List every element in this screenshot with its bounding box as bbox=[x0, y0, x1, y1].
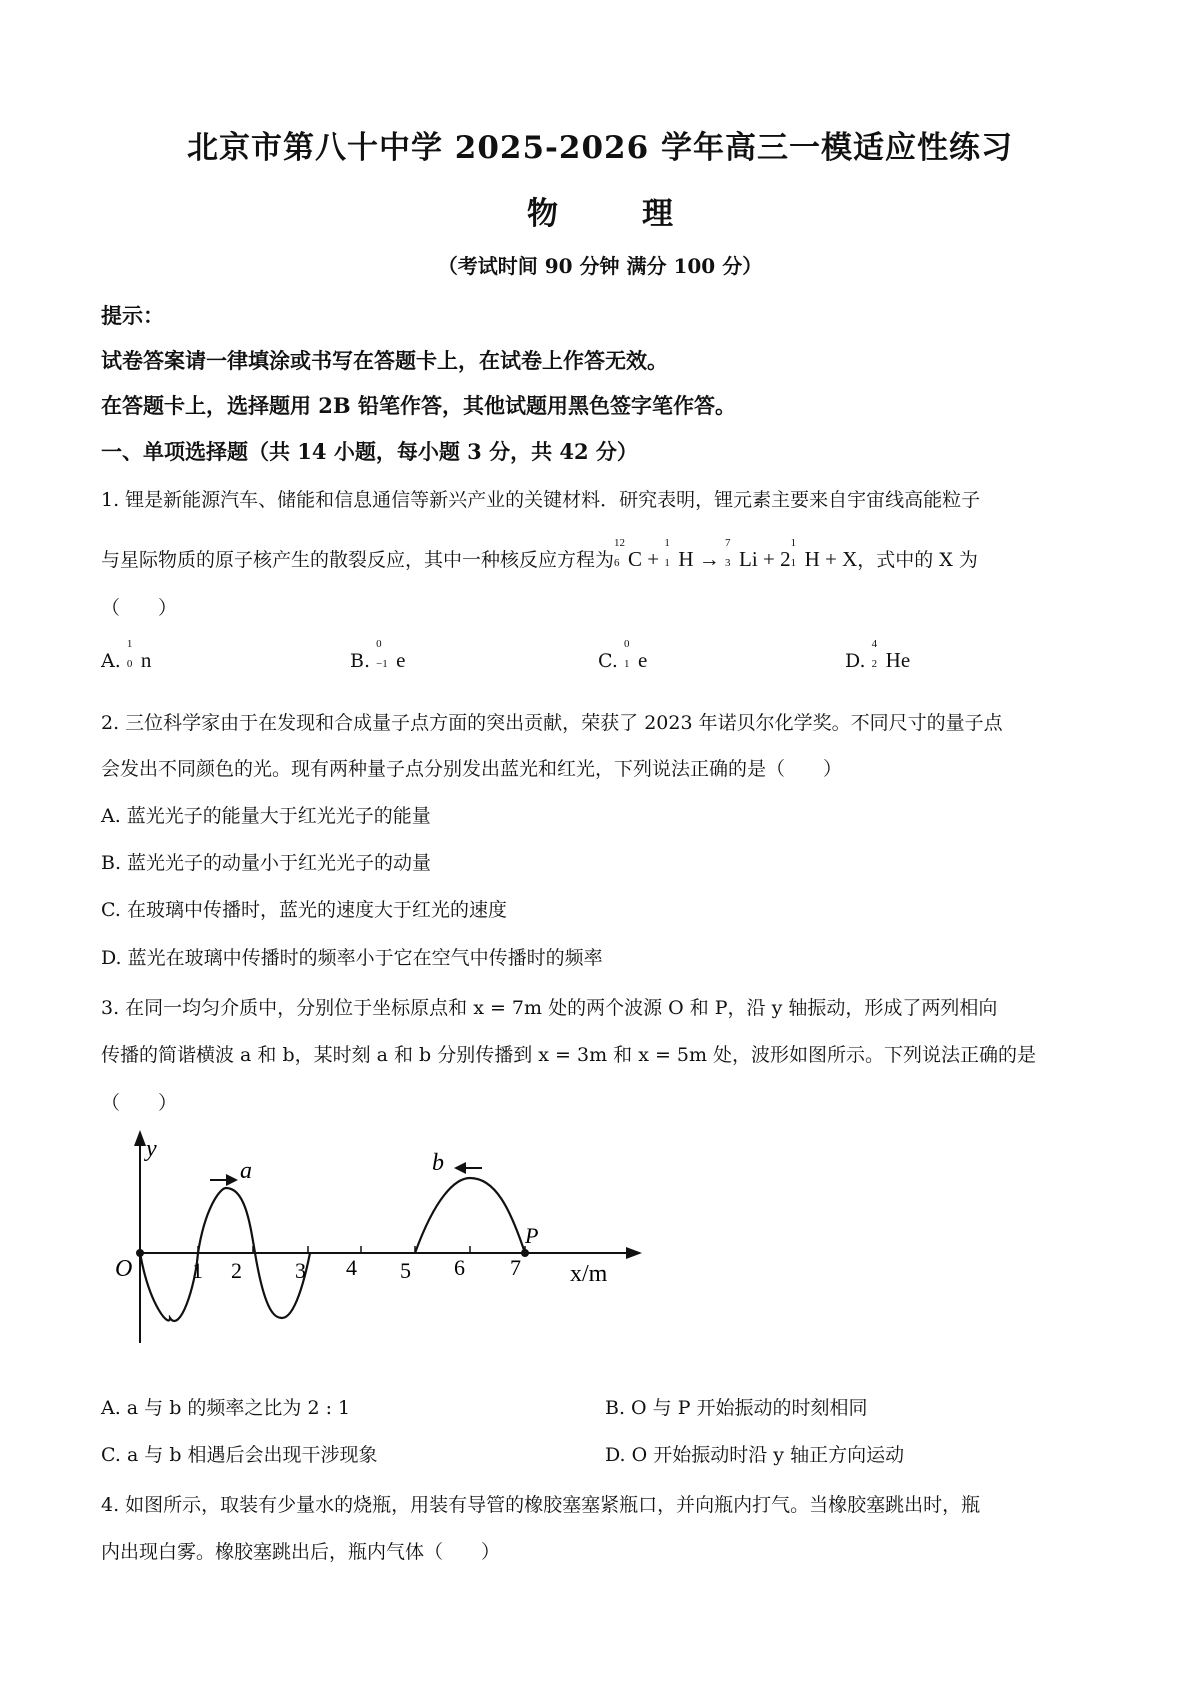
q4-line-2: 内出现白雾。橡胶塞跳出后，瓶内气体（ ） bbox=[101, 1541, 501, 1563]
q3-option-a[interactable]: A. a 与 b 的频率之比为 2 : 1 bbox=[101, 1397, 351, 1419]
tick-label: 7 bbox=[510, 1255, 521, 1280]
wave-b bbox=[415, 1178, 525, 1253]
q2-line-2: 会发出不同颜色的光。现有两种量子点分别发出蓝光和红光，下列说法正确的是（ ） bbox=[101, 758, 843, 780]
q1-line-2-tail: ，式中的 X 为 bbox=[857, 549, 978, 571]
notice-line-1: 试卷答案请一律填涂或书写在答题卡上，在试卷上作答无效。 bbox=[101, 348, 668, 373]
left-arrow-icon bbox=[454, 1162, 466, 1174]
q3-line-1: 3. 在同一均匀介质中，分别位于坐标原点和 x = 7m 处的两个波源 O 和 P，沿 y 轴振动，形成了两列相向 bbox=[101, 997, 998, 1019]
q1-line-1: 1. 锂是新能源汽车、储能和信息通信等新兴产业的关键材料．研究表明，锂元素主要来自宇宙线高能粒子 bbox=[101, 489, 981, 511]
point-p-label: P bbox=[525, 1223, 539, 1248]
q2-line-1: 2. 三位科学家由于在发现和合成量子点方面的突出贡献，荣获了 2023 年诺贝尔化学奖。不同尺寸的量子点 bbox=[101, 712, 1003, 734]
q2-option-a[interactable]: A. 蓝光光子的能量大于红光光子的能量 bbox=[101, 805, 431, 827]
q3-bracket: （ ） bbox=[101, 1092, 178, 1114]
subject-title bbox=[0, 188, 1200, 233]
notice-heading: 提示： bbox=[101, 303, 164, 328]
right-arrow-icon bbox=[226, 1174, 238, 1186]
q3-option-d[interactable]: D. O 开始振动时沿 y 轴正方向运动 bbox=[605, 1444, 905, 1466]
q1-option-b[interactable]: B. 0 −1 e bbox=[350, 638, 406, 672]
tick-label: 2 bbox=[231, 1258, 242, 1283]
reaction-arrow: → bbox=[698, 547, 720, 571]
wave-a-label: a bbox=[240, 1158, 252, 1184]
tick-label: 4 bbox=[346, 1255, 357, 1280]
q2-option-d[interactable]: D. 蓝光在玻璃中传播时的频率小于它在空气中传播时的频率 bbox=[101, 947, 603, 969]
exam-title: 北京市第八十中学 2025-2026 学年高三一模适应性练习 bbox=[186, 130, 1013, 166]
q1-option-a[interactable]: A. 1 0 n bbox=[101, 638, 152, 672]
x-axis-label: x/m bbox=[570, 1261, 608, 1287]
origin-point bbox=[136, 1249, 144, 1257]
y-axis-label: y bbox=[146, 1136, 157, 1162]
point-p bbox=[521, 1249, 529, 1257]
q2-option-b[interactable]: B. 蓝光光子的动量小于红光光子的动量 bbox=[101, 852, 432, 874]
wave-a bbox=[140, 1188, 310, 1321]
section-heading: 一、单项选择题（共 14 小题，每小题 3 分，共 42 分） bbox=[101, 439, 638, 464]
carbon-nuclide: 12 6 C bbox=[614, 537, 643, 571]
tick-label: 5 bbox=[400, 1258, 411, 1283]
tick-label: 3 bbox=[295, 1258, 306, 1283]
hydrogen-nuclide-2: 1 1 H bbox=[790, 537, 820, 571]
lithium-nuclide: 7 3 Li bbox=[725, 537, 758, 571]
tick-label: 1 bbox=[192, 1258, 203, 1283]
notice-line-2: 在答题卡上，选择题用 2B 铅笔作答，其他试题用黑色签字笔作答。 bbox=[101, 393, 736, 418]
q1-line-2-text: 与星际物质的原子核产生的散裂反应，其中一种核反应方程为 bbox=[101, 549, 615, 571]
subject-char-2: 理 bbox=[642, 196, 673, 232]
hydrogen-nuclide: 1 1 H bbox=[664, 537, 694, 571]
exam-info: （考试时间 90 分钟 满分 100 分） bbox=[437, 254, 763, 278]
q1-line-2 bbox=[101, 537, 978, 572]
origin-label: O bbox=[115, 1256, 133, 1282]
q1-option-d[interactable]: D. 4 2 He bbox=[845, 638, 911, 672]
tick-label: 6 bbox=[454, 1255, 465, 1280]
wave-b-label: b bbox=[432, 1150, 444, 1176]
q1-bracket: （ ） bbox=[101, 597, 178, 619]
q3-option-c[interactable]: C. a 与 b 相遇后会出现干涉现象 bbox=[101, 1444, 378, 1466]
q3-option-b[interactable]: B. O 与 P 开始振动的时刻相同 bbox=[605, 1397, 868, 1419]
subject-char-1: 物 bbox=[527, 196, 558, 232]
x-axis-arrow-icon bbox=[626, 1247, 642, 1259]
y-axis-arrow-icon bbox=[134, 1130, 146, 1146]
nuclear-equation: 12 6 C + 1 1 H → 7 3 Li + 2 1 1 H + X bbox=[614, 537, 858, 571]
wave-figure bbox=[110, 1128, 670, 1358]
q4-line-1: 4. 如图所示，取装有少量水的烧瓶，用装有导管的橡胶塞塞紧瓶口，并向瓶内打气。当橡胶塞跳出时，瓶 bbox=[101, 1494, 981, 1516]
q2-option-c[interactable]: C. 在玻璃中传播时，蓝光的速度大于红光的速度 bbox=[101, 899, 507, 921]
q3-line-2: 传播的简谐横波 a 和 b，某时刻 a 和 b 分别传播到 x = 3m 和 x = 5m 处，波形如图所示。下列说法正确的是 bbox=[101, 1044, 1037, 1066]
q1-option-c[interactable]: C. 0 1 e bbox=[598, 638, 648, 672]
